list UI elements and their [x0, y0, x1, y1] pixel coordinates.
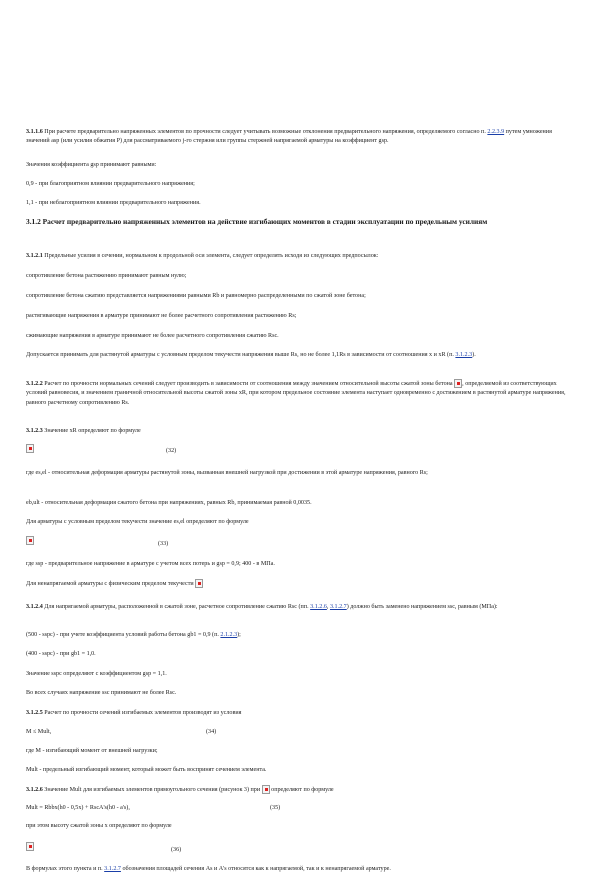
paragraph-text: При расчете предварительно напряженных элементов по прочности следует учитывать возможные отклонения предварительного напряжения, определяемого согласно п. [44, 129, 486, 135]
paragraph-premise-1: сопротивление бетона растяжению принимают равным нулю; [26, 273, 187, 279]
paragraph-text: Для напрягаемой арматуры, расположенной в сжатой зоне, расчетное сопротивление сжатию Rsc (пп. [44, 604, 309, 610]
link-3-1-2-7[interactable]: 3.1.2.7 [329, 604, 347, 610]
clause-number: 3.1.2.1 [26, 253, 43, 259]
formula-image-icon [26, 444, 34, 453]
link-separator: , [326, 604, 329, 610]
paragraph-text: Значение xR определяют по формуле [44, 428, 141, 434]
paragraph-3-1-2-6 [26, 785, 574, 795]
formula-image-icon [26, 842, 34, 851]
paragraph-conditional-yield: Для арматуры с условным пределом текучести значение es,el определяют по формуле [26, 519, 249, 525]
formula-33 [26, 536, 34, 546]
paragraph-gsp-values: Значения коэффициента gsp принимают равными: [26, 162, 157, 168]
paragraph-sspc-gsp: Значение sspc определяют с коэффициентом gsp = 1,1. [26, 671, 167, 677]
paragraph-formula-notation [26, 865, 574, 874]
paragraph-3-1-2-3 [26, 427, 574, 436]
formula-number-36: (36) [171, 847, 182, 853]
section-number: 3.1.2 [26, 217, 41, 226]
paragraph-text: Расчет по прочности нормальных сечений следует производить в зависимости от соотношения между значением относительной высоты сжатой зоны бетона [44, 380, 453, 387]
paragraph-m-def: где M - изгибающий момент от внешней нагрузки; [26, 748, 158, 754]
paragraph-eb-ult: eb,ult - относительная деформация сжатого бетона при напряжениях, равных Rb, принимаемая равной 0,0035. [26, 500, 312, 506]
paragraph-3-1-2-2 [26, 379, 574, 408]
clause-number: 3.1.2.5 [26, 710, 43, 716]
paragraph-text: В формулах этого пункта и п. [26, 866, 103, 872]
paragraph-text: Для ненапрягаемой арматуры с физическим пределом текучести [26, 580, 194, 587]
paragraph-text: Допускается принимать для растянутой арматуры с условным пределом текучести напряжения выше Rs, но не более 1,1Rs в зависимости от соотношения x и xR (п. [26, 352, 454, 358]
link-3-1-2-3[interactable]: 3.1.2.3 [455, 352, 473, 358]
paragraph-text-cont: , определяемой из соответствующих условий равновесия, и значением граничной относительной высоты сжатой зоны xR, при котором предельное состояние элемента наступает одновременно с достижением в растянутой арматуре напряжения, равного расчетному сопротивлению Rs. [26, 380, 566, 406]
link-2-1-2-3[interactable]: 2.1.2.3 [220, 632, 238, 638]
formula-34: M ≤ Mult, [26, 729, 52, 735]
formula-36 [26, 842, 34, 852]
clause-number: 3.1.2.4 [26, 604, 43, 610]
paragraph-mult-def: Mult - предельный изгибающий момент, который может быть воспринят сечением элемента. [26, 767, 267, 773]
paragraph-premise-2: сопротивление бетона сжатию представляется напряжениями равными Rb и равномерно распределенными по сжатой зоне бетона; [26, 293, 366, 299]
paragraph-gsp-11: 1,1 - при неблагоприятном влиянии предварительного напряжения. [26, 200, 201, 206]
paragraph-premise-4: сжимающие напряжения в арматуре принимают не более расчетного сопротивления сжатию Rsc. [26, 333, 279, 339]
paragraph-gsp-09: 0,9 - при благоприятном влиянии предварительного напряжения; [26, 181, 195, 187]
formula-image-icon [26, 536, 34, 545]
paragraph-text-cont: обозначения площадей сечения As и A's относятся как к напрягаемой, так и к ненапрягаемой арматуре. [122, 866, 391, 872]
link-3-1-2-6[interactable]: 3.1.2.6 [310, 604, 327, 610]
formula-number-35: (35) [270, 805, 281, 811]
paragraph-3-1-2-5 [26, 709, 574, 718]
paragraph-premise-3: растягивающие напряжения в арматуре принимают не более расчетного сопротивления растяжению Rs; [26, 313, 297, 319]
paragraph-ssp: где ssp - предварительное напряжение в арматуре с учетом всех потерь и gsp = 0,9; 400 - в МПа. [26, 561, 275, 567]
paragraph-3-1-2-4 [26, 603, 574, 612]
clause-number: 3.1.2.2 [26, 380, 43, 387]
formula-number-32: (32) [166, 448, 177, 454]
paragraph-ssc-limit: Во всех случаях напряжение ssc принимают не более Rsc. [26, 690, 177, 696]
clause-number: 3.1.2.3 [26, 428, 43, 434]
paragraph-text-cont: ); [237, 632, 241, 638]
clause-number: 3.1.1.6 [26, 129, 43, 135]
paragraph-400-sspc: (400 - sspc) - при gb1 = 1,0. [26, 651, 96, 657]
paragraph-text-cont: определяют по формуле [271, 786, 334, 793]
paragraph-x-height: при этом высоту сжатой зоны x определяют по формуле [26, 823, 172, 829]
section-title: Расчет предварительно напряженных элементов на действие изгибающих моментов в стадии эксплуатации по предельным усилиям [42, 217, 488, 226]
paragraph-rs-allowance [26, 351, 574, 360]
paragraph-text-cont: ) должно быть заменено напряжением ssc, равным (МПа): [346, 604, 498, 610]
paragraph-physical-yield [26, 579, 574, 589]
formula-number-34: (34) [206, 729, 217, 735]
link-2-2-3-9[interactable]: 2.2.3.9 [487, 129, 505, 135]
paragraph-es-el: где es,el - относительная деформация арматуры растянутой зоны, вызванная внешней нагрузкой при достижении в этой арматуре напряжения, равного Rs; [26, 470, 428, 476]
paragraph-3-1-2-1 [26, 252, 574, 261]
formula-number-33: (33) [158, 541, 169, 547]
section-heading-3-1-2 [26, 216, 574, 227]
paragraph-text-cont: путем умножения значений asp (или усилия обжатия P) для рассматриваемого j-го стержня или группы стержней напрягаемой арматуры на коэффициент gsp. [26, 129, 552, 145]
formula-32 [26, 444, 34, 454]
paragraph-3-1-1-6 [26, 128, 574, 147]
formula-image-icon [262, 785, 270, 794]
paragraph-text-cont: ). [472, 352, 476, 358]
link-3-1-2-7[interactable]: 3.1.2.7 [104, 866, 121, 872]
paragraph-text: (500 - sspc) - при учете коэффициента условий работы бетона gb1 = 0,9 (п. [26, 632, 219, 638]
paragraph-text: Расчет по прочности сечений изгибаемых элементов производят из условия [44, 710, 242, 716]
clause-number: 3.1.2.6 [26, 786, 43, 793]
formula-35: Mult = Rbbx(h0 - 0,5x) + RscA's(h0 - a's), [26, 805, 130, 811]
paragraph-text: Предельные усилия в сечении, нормальном к продольной оси элемента, следует определять исходя из следующих предпосылок: [44, 253, 379, 259]
formula-image-icon [195, 579, 203, 588]
paragraph-text: Значение Mult для изгибаемых элементов прямоугольного сечения (рисунок 3) при [44, 786, 261, 793]
xi-image-icon [454, 379, 462, 388]
paragraph-500-sspc [26, 631, 574, 640]
